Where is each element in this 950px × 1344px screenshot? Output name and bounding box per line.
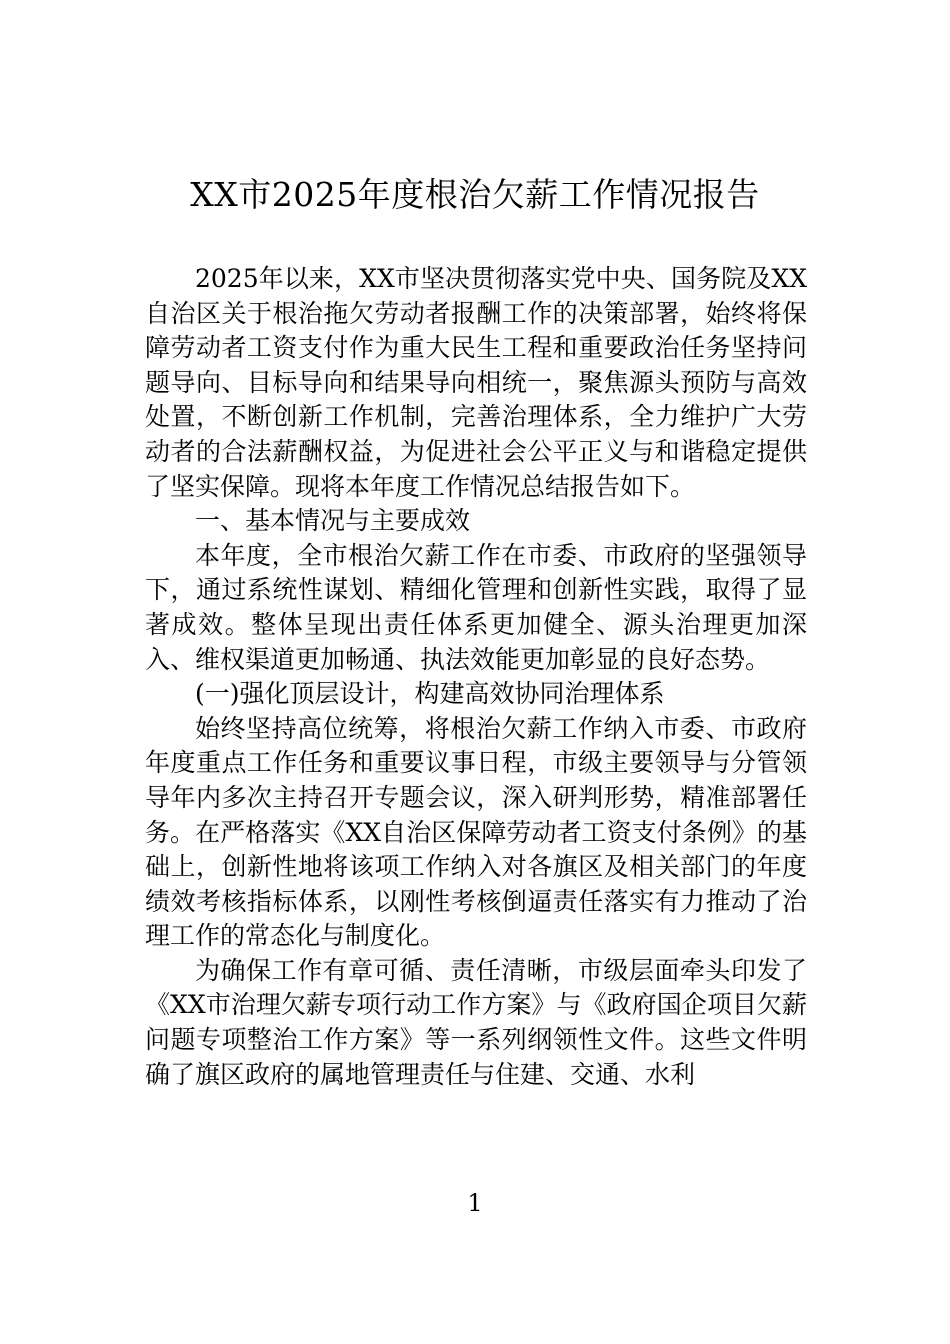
subsection-heading-top-level-design: (一)强化顶层设计，构建高效协同治理体系 bbox=[195, 679, 665, 709]
top-level-design-paragraph: 始终坚持高位统筹，将根治欠薪工作纳入市委、市政府年度重点工作任务和重要议事日程，市级主要领导与分管领导年内多次主持召开专题会议，深入研判形势，精准部署任务。在严格落实《XX自治区保障劳动者工资支付条例》的基础上，创新性地将该项工作纳入对各旗区及相关部门的年度绩效考核指标体系，以刚性考核倒逼责任落实有力推动了治理工作的常态化与制度化。 bbox=[145, 713, 807, 951]
document-title: XX市2025年度根治欠薪工作情况报告 bbox=[190, 175, 760, 214]
page-number: 1 bbox=[467, 1189, 483, 1217]
section-heading-basic-situation: 一、基本情况与主要成效 bbox=[195, 506, 471, 536]
intro-paragraph: 2025年以来，XX市坚决贯彻落实党中央、国务院及XX自治区关于根治拖欠劳动者报酬工作的决策部署，始终将保障劳动者工资支付作为重大民生工程和重要政治任务坚持问题导向、目标导向和结果导向相统一，聚焦源头预防与高效处置，不断创新工作机制，完善治理体系，全力维护广大劳动者的合法薪酬权益，为促进社会公平正义与和谐稳定提供了坚实保障。现将本年度工作情况总结报告如下。 bbox=[145, 264, 807, 501]
document-body bbox=[145, 262, 807, 1092]
basic-situation-paragraph: 本年度，全市根治欠薪工作在市委、市政府的坚强领导下，通过系统性谋划、精细化管理和创新性实践，取得了显著成效。整体呈现出责任体系更加健全、源头治理更加深入、维权渠道更加畅通、执法效能更加彰显的良好态势。 bbox=[145, 540, 807, 674]
work-plan-paragraph: 为确保工作有章可循、责任清晰，市级层面牵头印发了《XX市治理欠薪专项行动工作方案》与《政府国企项目欠薪问题专项整治工作方案》等一系列纲领性文件。这些文件明确了旗区政府的属地管理责任与住建、交通、水利 bbox=[145, 955, 807, 1089]
